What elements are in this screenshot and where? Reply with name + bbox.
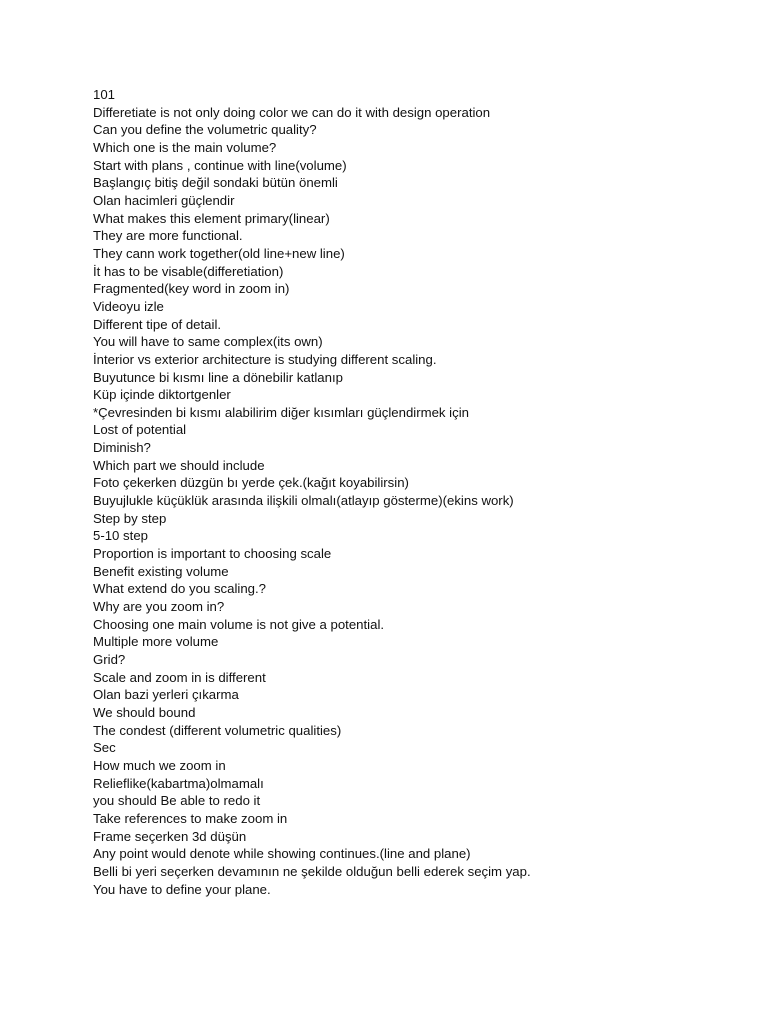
note-line: Başlangıç bitiş değil sondaki bütün önemli xyxy=(93,175,338,191)
note-line: Lost of potential xyxy=(93,422,187,438)
note-line: Buyutunce bi kısmı line a dönebilir katlanıp xyxy=(93,369,343,385)
note-line: Belli bi yeri seçerken devamının ne şekilde olduğun belli ederek seçim yap. xyxy=(93,863,531,879)
note-line: Relieflike(kabartma)olmamalı xyxy=(93,775,264,791)
note-line: Diminish? xyxy=(93,440,151,456)
note-line: What makes this element primary(linear) xyxy=(93,210,330,226)
notes-list xyxy=(93,86,733,898)
note-line: Choosing one main volume is not give a potential. xyxy=(93,616,385,632)
note-line: İt has to be visable(differetiation) xyxy=(93,263,284,279)
note-line: What extend do you scaling.? xyxy=(93,581,267,597)
note-line: Sec xyxy=(93,740,116,756)
note-line: Step by step xyxy=(93,510,167,526)
note-line: Foto çekerken düzgün bı yerde çek.(kağıt koyabilirsin) xyxy=(93,475,409,491)
note-line: Take references to make zoom in xyxy=(93,810,288,826)
note-line: Why are you zoom in? xyxy=(93,599,225,615)
note-line: Olan hacimleri güçlendir xyxy=(93,192,235,208)
note-line: Scale and zoom in is different xyxy=(93,669,266,685)
note-line: You have to define your plane. xyxy=(93,881,271,897)
note-line: Can you define the volumetric quality? xyxy=(93,122,317,138)
note-line: Olan bazi yerleri çıkarma xyxy=(93,687,239,703)
note-line: Buyujlukle küçüklük arasında ilişkili olmalı(atlayıp gösterme)(ekins work) xyxy=(93,493,514,509)
note-line: Multiple more volume xyxy=(93,634,219,650)
note-line: You will have to same complex(its own) xyxy=(93,334,323,350)
note-line: 5-10 step xyxy=(93,528,148,544)
note-line: Grid? xyxy=(93,652,126,667)
note-line: Any point would denote while showing continues.(line and plane) xyxy=(93,846,471,862)
note-line: Which part we should include xyxy=(93,457,265,473)
note-line: They cann work together(old line+new line) xyxy=(93,245,345,261)
note-line: Which one is the main volume? xyxy=(93,139,277,155)
note-line: Differetiate is not only doing color we can do it with design operation xyxy=(93,104,491,120)
note-line: Videoyu izle xyxy=(93,298,164,314)
note-line: *Çevresinden bi kısmı alabilirim diğer kısımları güçlendirmek için xyxy=(93,404,469,420)
note-line: Benefit existing volume xyxy=(93,563,229,579)
note-line: Different tipe of detail. xyxy=(93,316,222,332)
note-line: They are more functional. xyxy=(93,228,243,244)
note-line: We should bound xyxy=(93,704,196,720)
note-line: The condest (different volumetric qualities) xyxy=(93,722,342,738)
note-line: 101 xyxy=(93,87,116,102)
note-line: Frame seçerken 3d düşün xyxy=(93,828,247,844)
note-line: Proportion is important to choosing scale xyxy=(93,546,332,562)
note-line: How much we zoom in xyxy=(93,757,226,773)
note-line: Start with plans , continue with line(volume) xyxy=(93,157,347,173)
note-line: you should Be able to redo it xyxy=(93,793,261,809)
note-line: Fragmented(key word in zoom in) xyxy=(93,281,290,297)
note-line: İnterior vs exterior architecture is studying different scaling. xyxy=(93,351,437,367)
note-line: Küp içinde diktortgenler xyxy=(93,387,231,403)
